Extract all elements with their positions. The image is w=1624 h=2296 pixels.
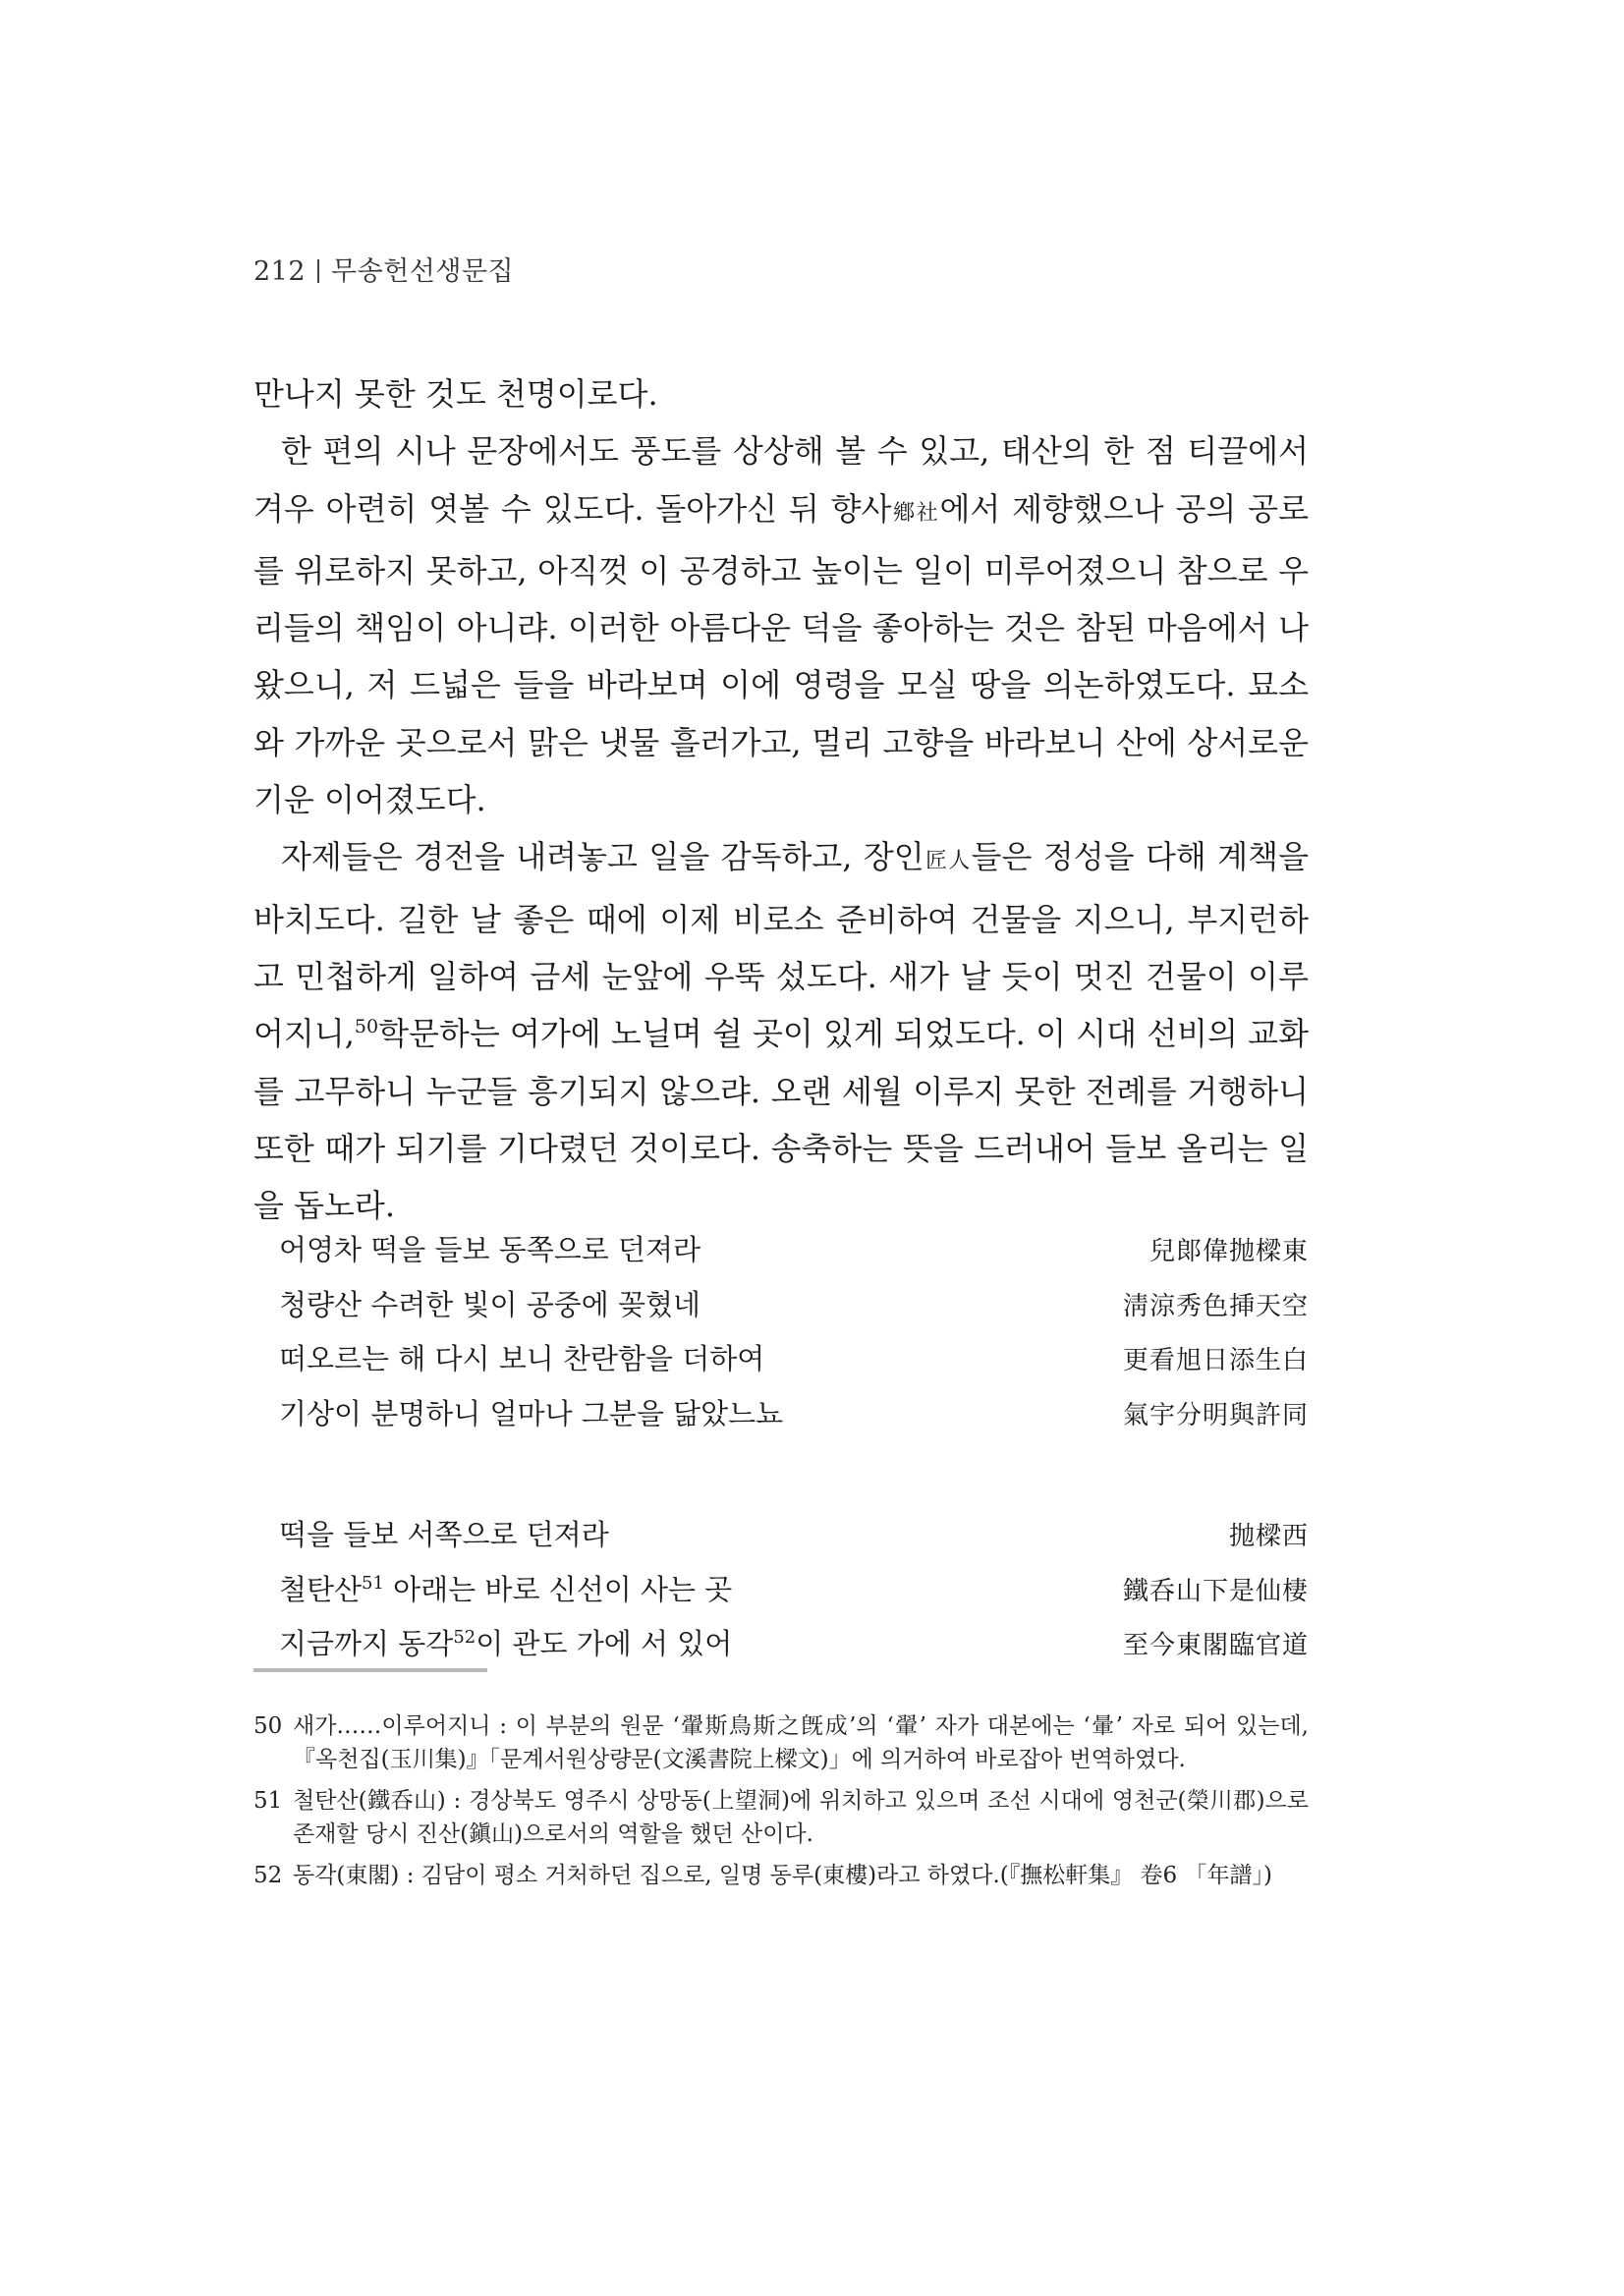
poem-hanja: 至今東閣臨官道 xyxy=(1122,1631,1309,1660)
poem-hanja: 鐵呑山下是仙棲 xyxy=(1122,1576,1309,1606)
footnote-text: 동각(東閣) : 김담이 평소 거처하던 집으로, 일명 동루(東樓)라고 하였다.(『撫松軒集』 卷6 「年譜」) xyxy=(293,1863,1272,1888)
poem-text: 이 관도 가에 서 있어 xyxy=(476,1627,733,1660)
footnotes xyxy=(253,1709,1309,1900)
footnote-ref[interactable]: 51 xyxy=(362,1572,384,1594)
footnote-number: 50 xyxy=(253,1713,283,1739)
poem-hanja: 氣宇分明與許同 xyxy=(1122,1400,1309,1430)
poem-line xyxy=(253,1283,1309,1338)
poem-text: 아래는 바로 신선이 사는 곳 xyxy=(383,1572,733,1606)
footnote-ref[interactable]: 52 xyxy=(453,1627,476,1648)
poem-korean xyxy=(253,1622,732,1662)
body-text xyxy=(253,365,1309,1234)
poem-stanza-west xyxy=(253,1513,1309,1677)
poem-line xyxy=(253,1568,1309,1623)
footnote xyxy=(253,1859,1309,1892)
poem-line xyxy=(253,1228,1309,1283)
footnote xyxy=(253,1709,1309,1776)
paragraph-1: 만나지 못한 것도 천명이로다. xyxy=(253,375,658,413)
poem-korean: 청량산 수려한 빛이 공중에 꽂혔네 xyxy=(279,1287,701,1321)
paragraph-3-text-c: 학문하는 여가에 노닐며 쉴 곳이 있게 되었도다. 이 시대 선비의 교화를 고무하니 누군들 흥기되지 않으랴. 오랜 세월 이루지 못한 전례를 거행하니 또한 때가 되기를 기다렸던 것이로다. 송축하는 뜻을 드러내어 들보 올리는 일을 돕노라. xyxy=(253,1015,1309,1225)
poem-line xyxy=(253,1392,1309,1447)
poem-korean: 기상이 분명하니 얼마나 그분을 닮았느뇨 xyxy=(279,1396,784,1430)
poem-hanja: 淸涼秀色挿天空 xyxy=(1122,1291,1309,1321)
poem-hanja: 更看旭日添生白 xyxy=(1122,1346,1309,1375)
footnote-ref[interactable]: 50 xyxy=(354,1016,379,1038)
poem-text: 떡을 들보 서쪽으로 던져라 xyxy=(279,1518,609,1551)
poem-hanja: 抛樑西 xyxy=(1228,1522,1309,1551)
paragraph-3 xyxy=(253,828,1309,1234)
book-title: 무송헌선생문집 xyxy=(331,256,515,287)
poem-line xyxy=(253,1513,1309,1568)
poem-korean: 떠오르는 해 다시 보니 찬란함을 더하여 xyxy=(279,1342,765,1375)
header-separator xyxy=(317,259,319,283)
poem-stanza-east xyxy=(253,1228,1309,1446)
paragraph-2-text-a: 한 편의 시나 문장에서도 풍도를 상상해 볼 수 있고, 태산의 한 점 티끌에서 겨우 아련히 엿볼 수 있도다. 돌아가신 뒤 향사 xyxy=(253,432,1309,528)
paragraph-3-text-b: 들은 정성을 다해 계책을 바치도다. 길한 날 좋은 때에 이제 비로소 준비하여 건물을 지으니, 부지런하고 민첩하게 일하여 금세 눈앞에 우뚝 섰도다. 새가 날 듯이 멋진 건물이 이루어지니, xyxy=(253,838,1309,1053)
paragraph-3-text-a: 자제들은 경전을 내려놓고 일을 감독하고, 장인 xyxy=(281,838,924,876)
paragraph-2-text-b: 에서 제향했으나 공의 공로를 위로하지 못하고, 아직껏 이 공경하고 높이는 일이 미루어졌으니 참으로 우리들의 책임이 아니랴. 이러한 아름다운 덕을 좋아하는 것은 참된 마음에서 나왔으니, 저 드넓은 들을 바라보며 이에 영령을 모실 땅을 의논하였도다. 묘소와 가까운 곳으로서 맑은 냇물 흘러가고, 멀리 고향을 바라보니 산에 상서로운 기운 이어졌도다. xyxy=(253,489,1309,819)
hanja-gloss: 鄕社 xyxy=(891,500,940,526)
page-number: 212 xyxy=(253,256,307,287)
poem-text: 지금까지 동각 xyxy=(279,1627,454,1660)
poem-korean: 어영차 떡을 들보 동쪽으로 던져라 xyxy=(279,1233,701,1266)
poem-line xyxy=(253,1337,1309,1392)
footnote-number: 52 xyxy=(253,1863,283,1888)
footnote-divider xyxy=(253,1668,487,1672)
poem-korean xyxy=(253,1513,609,1553)
footnote-text: 새가……이루어지니 : 이 부분의 원문 ‘翬斯鳥斯之旣成’의 ‘翬’ 자가 대본에는 ‘暈’ 자로 되어 있는데, 『옥천집(玉川集)』「문계서원상량문(文溪書院上樑文)」에 의거하여 바로잡아 번역하였다. xyxy=(293,1713,1309,1772)
hanja-gloss: 匠人 xyxy=(924,849,972,874)
footnote-number: 51 xyxy=(253,1788,283,1814)
poem-korean xyxy=(253,1568,732,1608)
footnote xyxy=(253,1784,1309,1851)
paragraph-2 xyxy=(253,422,1309,828)
running-header xyxy=(253,250,514,288)
footnote-text: 철탄산(鐵呑山) : 경상북도 영주시 상망동(上望洞)에 위치하고 있으며 조선 시대에 영천군(榮川郡)으로 존재할 당시 진산(鎭山)으로서의 역할을 했던 산이다. xyxy=(293,1788,1309,1847)
poem-hanja: 兒郞偉抛樑東 xyxy=(1148,1237,1309,1266)
poem-text: 철탄산 xyxy=(279,1572,363,1606)
